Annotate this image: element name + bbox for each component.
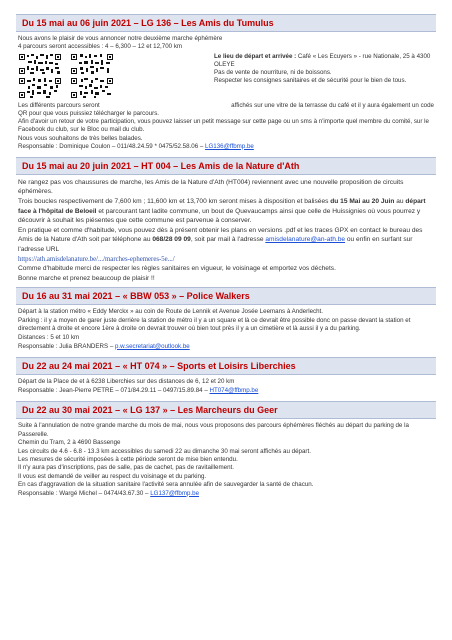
email-link[interactable]: LG137@ffbmp.be — [150, 489, 200, 497]
responsable-text: Dominique Coulon – 011/48.24.59 * 0475/52.58.06 – — [57, 142, 206, 150]
paragraph: Bonne marche et prenez beaucoup de plaisir !! — [18, 274, 155, 282]
depart-location: départ face à l'hôpital de Beloeil — [18, 197, 426, 215]
responsable-label: Responsable : — [18, 142, 58, 150]
section-title: – HT 004 – Les Amis de la Nature d'Ath — [131, 160, 300, 171]
section-title: – LG 136 – Les Amis du Tumulus — [131, 18, 274, 28]
url-link[interactable]: https://ath.amisdelanature.be/.../marches-ephemeres-5e.../ — [18, 255, 175, 263]
consignes-text: Respecter les consignes sanitaires et de sécurité pour le bien de tous. — [214, 77, 407, 85]
section-date: Du 22 au 30 mai 2021 — [22, 405, 113, 416]
qr-cont-text: QR pour que vous puissiez télécharger le parcours. — [18, 110, 160, 118]
qr-code-icon — [18, 77, 62, 99]
section-body-ht004 — [16, 178, 436, 284]
section-header-bbw053 — [16, 287, 436, 305]
email-link[interactable]: LG136@ffbmp.be — [205, 142, 254, 150]
parcours-text: 4 parcours seront accessibles : 4 – 6,300 – 12 et 12,700 km — [18, 43, 183, 51]
section-body-ht074 — [16, 378, 436, 395]
qr-left-text: Les différents parcours seront — [18, 102, 100, 110]
qr-right-text: affichés sur une vitre de la terrasse du café et il y aura également un code — [231, 102, 434, 110]
lieu-label: Le lieu de départ et arrivée : — [214, 53, 297, 61]
lieu-text: Café « Les Ecuyers » - rue Nationale, 25 à 4300 OLEYE — [214, 53, 431, 69]
section-title: – « HT 074 » – Sports et Loisirs Liberchies — [112, 361, 296, 372]
paragraph: Ne rangez pas vos chaussures de marche, les Amis de la Nature d'Ath (HT004) reviennent avec une nouvelle proposition de circuits éphémères. — [18, 178, 404, 196]
paragraph: Comme d'habitude merci de respecter les règles sanitaires en vigueur, le voisinage et emportez vos déchets. — [18, 265, 336, 273]
section-title: – « LG 137 » – Les Marcheurs du Geer — [112, 405, 278, 416]
paragraph: Trois boucles respectivement de 7,600 km ; 11,600 km et 13,700 km seront mises à disposition et balisées du 15 Mai au 20 Juin au départ face à l'hôpital de Beloeil et parcourant tant ladite commune, un bout de Quevaucamps ainsi que celle de Huissignies où vous pourrez y découvrir à souhait les piésentes que cette commune est parvenue à conserver. — [18, 197, 426, 225]
qr-grid — [18, 53, 208, 101]
paragraph: En cas d'aggravation de la situation sanitaire l'activité sera annulée afin de sauvegarder la santé de chacun. — [18, 481, 314, 489]
section-date: Du 15 mai au 06 juin 2021 — [22, 18, 132, 28]
email-link[interactable]: p.w.secretariat@outlook.be — [114, 342, 190, 350]
vente-text: Pas de vente de nourriture, ni de boissons. — [214, 69, 332, 77]
paragraph: En pratique et comme d'habitude, vous pouvez dès à présent obtenir les plans en versions .pdf et les traces GPX en contact le bureau des Amis de la Nature d'Ath soit par téléphone au 068/28 09 09, soit par mail à l'adresse amisdelanature@an-ath.be ou enfin en surfant sur l'adresse URL — [18, 226, 423, 253]
responsable-label: Responsable : Julia BRANDERS – — [18, 342, 115, 350]
paragraph: Les circuits de 4.6 - 6.8 - 13.3 km accessibles du samedi 22 au dimanche 30 mai seront affichés au départ. — [18, 447, 311, 455]
paragraph: Départ à la station métro « Eddy Merckx » au coin de Route de Lennik et Avenue Josée Leemans à Anderlecht. — [18, 308, 323, 316]
intro-text: Nous avons le plaisir de vous annoncer notre deuxième marche éphémère — [18, 35, 223, 42]
section-date: Du 22 au 24 mai 2021 — [22, 361, 113, 372]
section-date: Du 15 mai au 20 juin 2021 — [22, 160, 132, 171]
paragraph: Départ de la Place de et à 6238 Liberchies sur des distances de 6, 12 et 20 km — [18, 378, 235, 386]
section-header-ht074 — [16, 357, 436, 375]
paragraph: Distances : 5 et 10 km — [18, 334, 80, 342]
section-date: Du 16 au 31 mai 2021 — [22, 291, 113, 302]
section-body-bbw053 — [16, 308, 436, 351]
paragraph: Il n'y aura pas d'inscriptions, pas de salle, pas de cachet, pas de ravitaillement. — [18, 464, 234, 472]
paragraph: Les mesures de sécurité imposées à cette période seront de mise bien entendu. — [18, 456, 238, 464]
qr-code-icon — [18, 53, 62, 75]
responsable-label: Responsable : Wargé Michel – 0474/43.67.30 – — [18, 489, 151, 497]
retour-text: Afin d'avoir un retour de votre participation, vous pouvez laisser un petit message sur cette page ou un sms à n'importe quel membre du comité, sur le Facebook du club, sur le Bloc ou mail du club. — [18, 118, 429, 134]
phone-number: 068/28 09 09 — [152, 236, 191, 244]
email-link[interactable]: amisdelanature@an-ath.be — [265, 236, 346, 244]
email-link[interactable]: HT074@ffbmp.be — [209, 386, 259, 394]
lieu-details — [208, 53, 434, 85]
section-header-lg136 — [16, 14, 436, 32]
section-title: – « BBW 053 » – Police Walkers — [112, 291, 250, 302]
paragraph: Chemin du Tram, 2 à 4690 Bassenge — [18, 439, 121, 447]
section-body-lg136 — [16, 35, 436, 151]
paragraph: Suite à l'annulation de notre grande marche du mois de mai, nous vous proposons des parcours éphémères fléchés au départ du parking de la Passerelle. — [18, 422, 409, 438]
section-header-lg137 — [16, 401, 436, 419]
section-header-ht004 — [16, 157, 436, 175]
date-range: du 15 Mai au 20 Juin — [330, 197, 395, 205]
qr-code-icon — [70, 77, 114, 99]
souhaits-text: Nous vous souhaitons de très belles balades. — [18, 134, 143, 142]
qr-code-icon — [70, 53, 114, 75]
paragraph: Il vous est demandé de veiller au respect du voisinage et du parking. — [18, 472, 207, 480]
responsable-label: Responsable : Jean-Pierre PETRE – 071/84.29.11 – 0497/15.89.84 – — [18, 386, 210, 394]
section-body-lg137 — [16, 422, 436, 498]
qr-area — [18, 53, 434, 101]
paragraph: Parking : il y a moyen de garer juste derrière la station de métro il y a un square et là ce devrait être possible donc on passe devant la station et directement à droite et encore 1ère à droite on devrait trouver où bien tout près il y a un cimetière et là aussi il y a du parking. — [18, 316, 411, 333]
